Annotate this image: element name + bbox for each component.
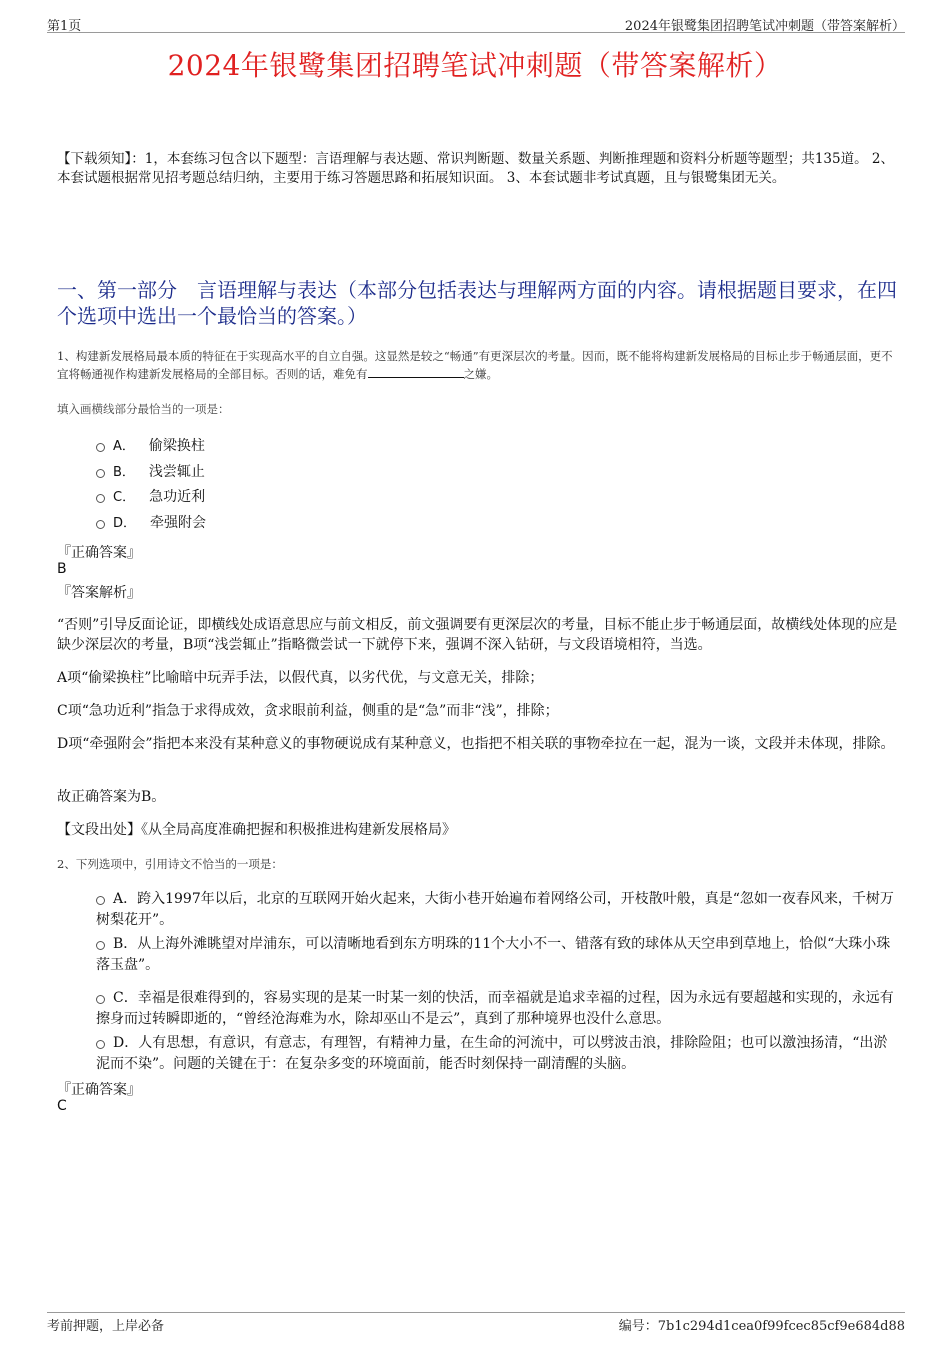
page-number: 第1页 xyxy=(47,19,82,34)
source-citation: 【文段出处】《从全局高度准确把握和积极推进构建新发展格局》 xyxy=(57,822,456,838)
radio-icon[interactable] xyxy=(96,443,105,452)
page-header xyxy=(47,14,905,33)
radio-icon[interactable] xyxy=(96,520,105,529)
header-doc-title: 2024年银鹭集团招聘笔试冲刺题（带答案解析） xyxy=(624,19,905,34)
radio-icon[interactable] xyxy=(96,941,105,950)
correct-answer: B xyxy=(57,561,67,577)
correct-answer: C xyxy=(57,1098,67,1114)
radio-icon[interactable] xyxy=(96,1040,105,1049)
question-2-option-b[interactable]: B．从上海外滩眺望对岸浦东，可以清晰地看到东方明珠的11个大小不一、错落有致的球体从天空串到草地上，恰似“大珠小珠落玉盘”。 xyxy=(96,936,891,973)
analysis-paragraph: D项“牵强附会”指把本来没有某种意义的事物硬说成有某种意义，也指把不相关联的事物牵拉在一起，混为一谈，文段并未体现，排除。 xyxy=(57,736,895,752)
radio-icon[interactable] xyxy=(96,469,105,478)
analysis-conclusion: 故正确答案为B。 xyxy=(57,789,166,805)
analysis-paragraph: “否则”引导反面论证，即横线处成语意思应与前文相反，前文强调要有更深层次的考量，目标不能止步于畅通层面，故横线处体现的应是缺少深层次的考量，B项“浅尝辄止”指略微尝试一下就停下来，强调不深入钻研，与文段语境相符，当选。 xyxy=(57,617,898,653)
question-2-option-c[interactable]: C．幸福是很难得到的，容易实现的是某一时某一刻的快活，而幸福就是追求幸福的过程，因为永远有要超越和实现的，永远有擦身而过转瞬即逝的，“曾经沧海难为水，除却巫山不是云”，真到了那种境界也没什么意思。 xyxy=(96,990,894,1027)
radio-icon[interactable] xyxy=(96,896,105,905)
question-1-instruction: 填入画横线部分最恰当的一项是： xyxy=(57,402,230,416)
question-2-stem: 2、下列选项中，引用诗文不恰当的一项是： xyxy=(57,857,283,871)
document-id: 编号：7b1c294d1cea0f99fcec85cf9e684d88 xyxy=(618,1319,905,1334)
question-2-option-d[interactable]: D．人有思想，有意识，有意志，有理智，有精神力量，在生命的河流中，可以劈波击浪，排除险阻；也可以激浊扬清，“出淤泥而不染”。问题的关键在于：在复杂多变的环境面前，能否时刻保持一副清醒的头脑。 xyxy=(96,1035,888,1072)
radio-icon[interactable] xyxy=(96,494,105,503)
question-1-option-c[interactable]: C． 急功近利 xyxy=(96,487,896,508)
question-1-option-a[interactable]: A． 偷梁换柱 xyxy=(96,436,896,457)
footer-slogan: 考前押题，上岸必备 xyxy=(47,1319,165,1334)
download-notice: 【下载须知】：1，本套练习包含以下题型：言语理解与表达题、常识判断题、数量关系题、判断推理题和资料分析题等题型；共135道。 2、本套试题根据常见招考题总结归纳，主要用于练习答题思路和拓展知识面。 3、本套试题非考试真题，且与银鹭集团无关。 xyxy=(57,151,894,186)
analysis-paragraph: A项“偷梁换柱”比喻暗中玩弄手法，以假代真，以劣代优，与文意无关，排除； xyxy=(57,670,544,686)
question-1-option-d[interactable]: D． 牵强附会 xyxy=(96,513,896,534)
section-title: 一、第一部分 言语理解与表达（本部分包括表达与理解两方面的内容。请根据题目要求，在四个选项中选出一个最恰当的答案。） xyxy=(57,278,897,328)
page-title: 2024年银鹭集团招聘笔试冲刺题（带答案解析） xyxy=(167,49,783,82)
question-1-stem: 1、构建新发展格局最本质的特征在于实现高水平的自立自强。这显然是较之“畅通”有更深层次的考量。因而，既不能将构建新发展格局的目标止步于畅通层面，更不宜将畅通视作构建新发展格局的全部目标。否则的话，难免有 之嫌。 xyxy=(57,349,893,381)
analysis-label: 『答案解析』 xyxy=(57,585,141,601)
analysis-paragraph: C项“急功近利”指急于求得成效，贪求眼前利益，侧重的是“急”而非“浅”，排除； xyxy=(57,703,559,719)
question-2-option-a[interactable]: A．跨入1997年以后，北京的互联网开始火起来，大街小巷开始遍布着网络公司，开枝散叶般，真是“忽如一夜春风来，千树万树梨花开”。 xyxy=(96,891,894,928)
radio-icon[interactable] xyxy=(96,995,105,1004)
question-1-option-b[interactable]: B． 浅尝辄止 xyxy=(96,462,896,483)
page-footer xyxy=(47,1312,905,1333)
answer-label: 『正确答案』 xyxy=(57,545,141,561)
answer-blank xyxy=(368,365,464,378)
answer-label: 『正确答案』 xyxy=(57,1082,141,1098)
